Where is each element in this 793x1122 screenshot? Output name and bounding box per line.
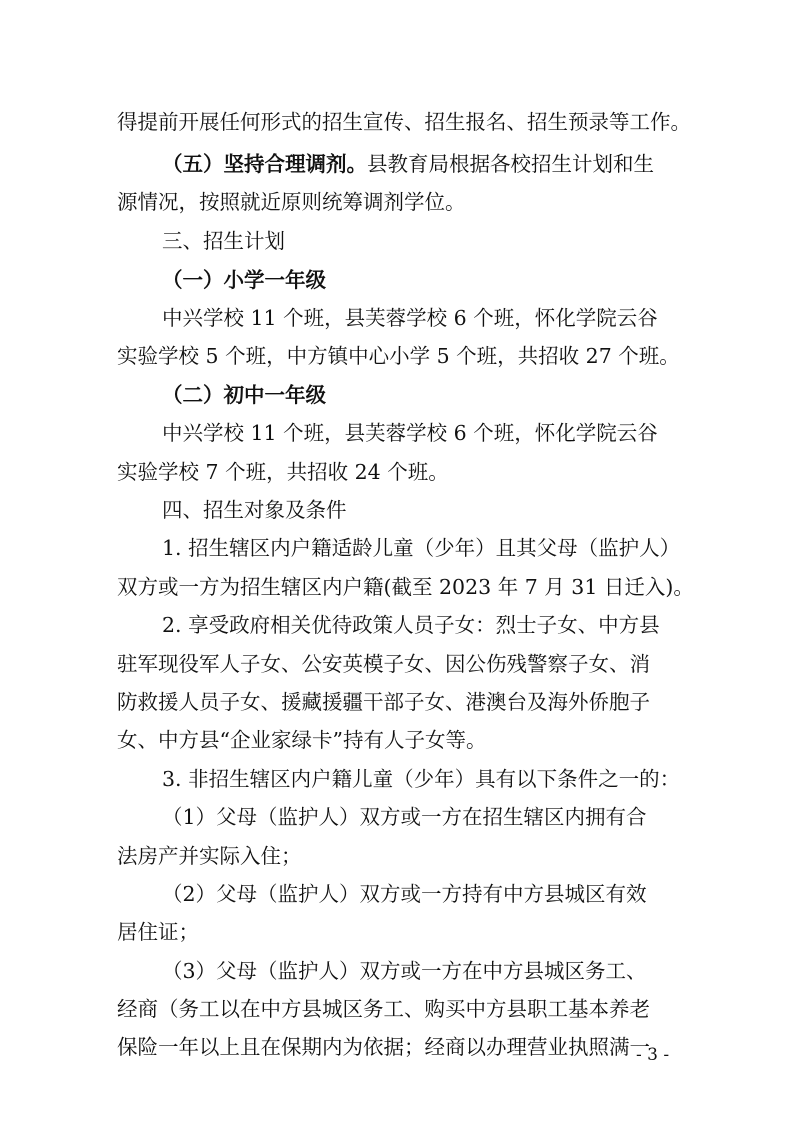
text-line-21: （2）父母（监护人）双方或一方持有中方县城区有效 — [162, 882, 647, 906]
text-line-24: 经商（务工以在中方县城区务工、购买中方县职工基本养老 — [117, 997, 650, 1021]
text-line-7: 实验学校 5 个班，中方镇中心小学 5 个班，共招收 27 个班。 — [117, 344, 680, 368]
text-line-14: 2. 享受政府相关优待政策人员子女：烈士子女、中方县 — [162, 613, 660, 637]
text-line-17: 女、中方县“企业家绿卡”持有人子女等。 — [117, 728, 487, 752]
text-line-3: 源情况，按照就近原则统筹调剂学位。 — [117, 190, 466, 214]
section-heading-plan: 三、招生计划 — [162, 229, 285, 253]
text-line-10: 实验学校 7 个班，共招收 24 个班。 — [117, 460, 449, 484]
text-line-16: 防救援人员子女、援藏援疆干部子女、港澳台及海外侨胞子 — [117, 690, 650, 714]
text-line-12: 1. 招生辖区内户籍适龄儿童（少年）且其父母（监护人） — [162, 536, 681, 560]
page-number: - 3 - — [636, 1045, 670, 1065]
text-line-9: 中兴学校 11 个班，县芙蓉学校 6 个班，怀化学院云谷 — [162, 421, 658, 445]
subheading-primary: （一）小学一年级 — [162, 268, 326, 292]
text-line-6: 中兴学校 11 个班，县芙蓉学校 6 个班，怀化学院云谷 — [162, 306, 658, 330]
subheading-junior: （二）初中一年级 — [162, 383, 326, 407]
text-line-15: 驻军现役军人子女、公安英模子女、因公伤残警察子女、消 — [117, 652, 650, 676]
section-heading-targets: 四、招生对象及条件 — [162, 498, 347, 522]
text-line-22: 居住证； — [117, 920, 199, 944]
adjustment-heading: （五）坚持合理调剂。 — [162, 152, 367, 176]
text-line-19: （1）父母（监护人）双方或一方在招生辖区内拥有合 — [162, 805, 647, 829]
text-line-18: 3. 非招生辖区内户籍儿童（少年）具有以下条件之一的： — [162, 767, 681, 791]
adjustment-text: 县教育局根据各校招生计划和生 — [367, 152, 654, 176]
text-line-1: 得提前开展任何形式的招生宣传、招生报名、招生预录等工作。 — [117, 110, 691, 134]
text-line-25: 保险一年以上且在保期内为依据；经商以办理营业执照满一 — [117, 1035, 650, 1059]
text-line-20: 法房产并实际入住； — [117, 844, 302, 868]
paragraph-adjustment — [162, 147, 793, 181]
text-line-13: 双方或一方为招生辖区内户籍(截至 2023 年 7 月 31 日迁入)。 — [117, 575, 694, 599]
text-line-23: （3）父母（监护人）双方或一方在中方县城区务工、 — [162, 959, 647, 983]
